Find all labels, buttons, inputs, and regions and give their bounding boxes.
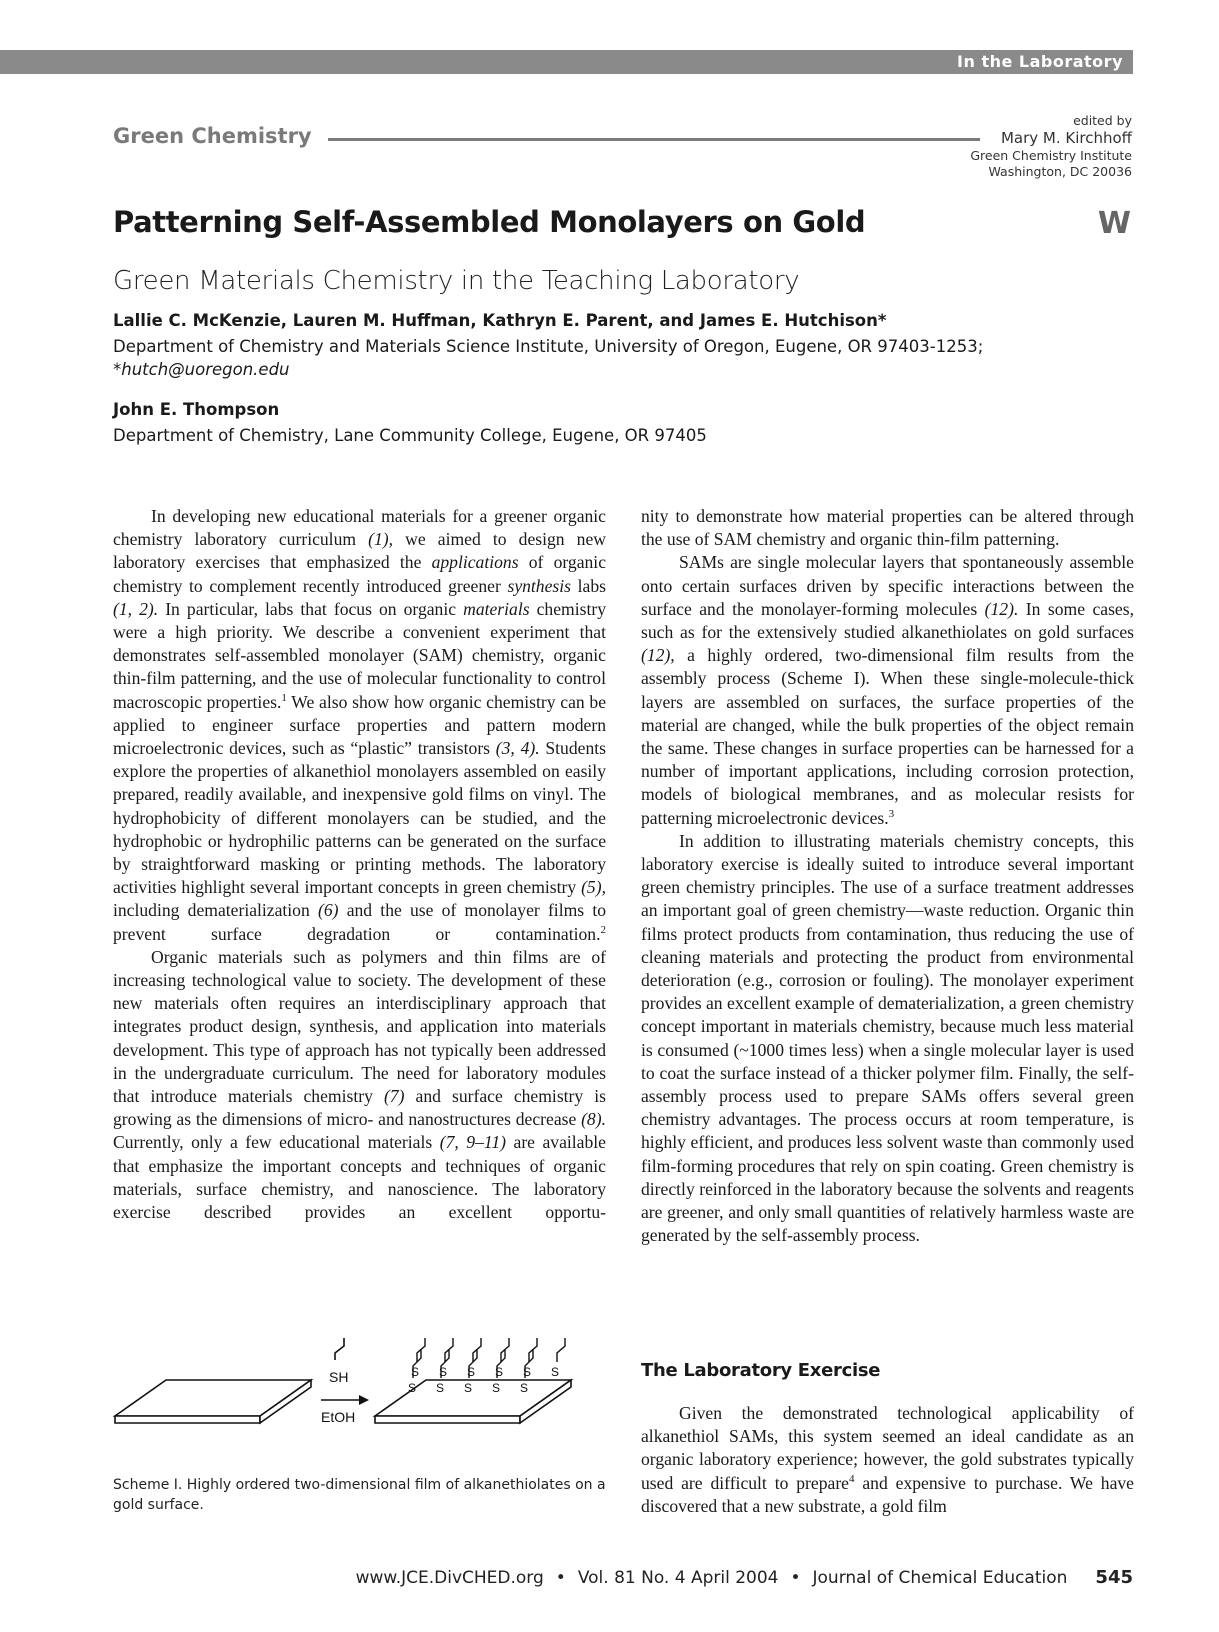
sulfur-atom-label: S xyxy=(492,1381,501,1395)
sulfur-atom-label: S xyxy=(520,1381,529,1395)
bare-gold-substrate xyxy=(115,1380,311,1423)
footer-url: www.JCE.DivCHED.org xyxy=(355,1568,544,1588)
section-title: Green Chemistry xyxy=(113,124,312,148)
footer-journal: Journal of Chemical Education xyxy=(812,1568,1068,1588)
article-title: Patterning Self-Assembled Monolayers on Gold xyxy=(113,205,866,239)
sulfur-atom-label: S xyxy=(439,1365,448,1379)
footer-issue: Vol. 81 No. 4 April 2004 xyxy=(577,1568,779,1588)
reaction-arrow xyxy=(321,1395,369,1405)
running-header-label: In the Laboratory xyxy=(957,52,1123,71)
sulfur-atom-label: S xyxy=(408,1381,417,1395)
reagent-sh-label: SH xyxy=(329,1369,349,1385)
paragraph: nity to demonstrate how material properties can be altered through the use of SAM chemistry and organic thin-film patterning. xyxy=(641,506,1134,550)
monolayer-chains xyxy=(413,1338,565,1378)
body-column-right-continued xyxy=(641,1402,1134,1518)
author-email: *hutch@uoregon.edu xyxy=(113,360,290,379)
running-header-bar xyxy=(0,50,1133,74)
paragraph: In developing new educational materials for a greener organic chemistry laboratory curriculum (1), we aimed to design new laboratory exercises that emphasized the applications of organic chemistry to complement recently introduced greener synthesis labs (1, 2). In particular, labs that focus on organic materials chemistry were a high priority. We describe a convenient experiment that demonstrates self-assembled monolayer (SAM) chemistry, organic thin-film patterning, and the use of molecular functionality to control macroscopic properties.$^1$ We also show how organic chemistry can be applied to engineer surface properties and pattern modern microelectronic devices, such as “plastic” transistors (3, 4). Students explore the properties of alkanethiol monolayers assembled on easily prepared, readily available, and inexpensive gold films on vinyl. The hydrophobicity of different monolayers can be studied, and the hydrophobic or hydrophilic patterns can be generated on the surface by straightforward masking or printing methods. The laboratory activities highlight several important concepts in green chemistry (5), including dematerialization (6) and the use of monolayer films to prevent surface degradation or contamination.$^2$ xyxy=(113,506,607,944)
section-heading: The Laboratory Exercise xyxy=(641,1360,881,1381)
body-column-right xyxy=(641,505,1134,1248)
paragraph: In addition to illustrating materials chemistry concepts, this laboratory exercise is ideally suited to introduce several important green chemistry principles. The use of a surface treatment addresses an important goal of green chemistry—waste reduction. Organic thin films protect products from contamination, thus reducing the use of cleaning materials and protecting the product from environmental deterioration (e.g., corrosion or fouling). The monolayer experiment provides an excellent example of dematerialization, a green chemistry concept important in materials chemistry, because much less material is consumed (~1000 times less) when a single molecular layer is used to coat the surface instead of a thicker polymer film. Finally, the self-assembly process used to prepare SAMs offers several green chemistry advantages. The process occurs at room temperature, is highly efficient, and produces less solvent waste than commonly used film-forming procedures that rely on spin coating. Green chemistry is directly reinforced in the laboratory because the solvents and reagents are greener, and only small quantities of relatively harmless waste are generated by the self-assembly process. xyxy=(641,830,1134,1246)
sulfur-atom-label: S xyxy=(467,1365,476,1379)
editor-location: Washington, DC 20036 xyxy=(988,164,1132,179)
editor-block xyxy=(970,113,1132,180)
scheme-diagram xyxy=(113,1336,613,1456)
scheme-caption: Scheme I. Highly ordered two-dimensional film of alkanethiolates on a gold surface. xyxy=(113,1477,606,1513)
authors-secondary: John E. Thompson xyxy=(113,400,280,419)
alkyl-chain xyxy=(557,1338,565,1362)
sulfur-atom-label: S xyxy=(411,1365,420,1379)
footer-separator: • xyxy=(790,1568,801,1588)
reagent-etoh-label: EtOH xyxy=(321,1409,356,1425)
page-footer xyxy=(0,1567,1133,1588)
sulfur-atom-label: S xyxy=(551,1365,560,1379)
sam-coated-substrate xyxy=(375,1380,571,1423)
editor-name: Mary M. Kirchhoff xyxy=(1000,129,1132,147)
page-number: 545 xyxy=(1095,1567,1133,1588)
affiliation-primary: Department of Chemistry and Materials Science Institute, University of Oregon, Eugene, OR 97403-1253; xyxy=(113,337,984,356)
sulfur-atom-label: S xyxy=(436,1381,445,1395)
sulfur-atom-label: S xyxy=(495,1365,504,1379)
article-subtitle: Green Materials Chemistry in the Teaching Laboratory xyxy=(113,266,800,296)
sulfur-atom-label: S xyxy=(464,1381,473,1395)
paragraph: SAMs are single molecular layers that spontaneously assemble onto certain surfaces driven by specific interactions between the surface and the monolayer-forming molecules (12). In some cases, such as for the extensively studied alkanethiolates on gold surfaces (12), a highly ordered, two-dimensional film results from the assembly process (Scheme I). When these single-molecule-thick layers are assembled on surfaces, the surface properties of the material are changed, while the bulk properties of the object remain the same. These changes in surface properties can be harnessed for a number of important applications, including corrosion protection, models of biological membranes, and as molecular resists for patterning microelectronic devices.$^3$ xyxy=(641,552,1134,828)
edited-by-label: edited by xyxy=(1073,113,1132,128)
affiliation-secondary: Department of Chemistry, Lane Community College, Eugene, OR 97405 xyxy=(113,426,707,445)
sulfur-atom-label: S xyxy=(523,1365,532,1379)
alkanethiol-molecule xyxy=(335,1338,344,1360)
editor-institute: Green Chemistry Institute xyxy=(970,148,1132,163)
footer-separator: • xyxy=(555,1568,566,1588)
body-column-left xyxy=(113,505,606,1224)
authors-primary: Lallie C. McKenzie, Lauren M. Huffman, Kathryn E. Parent, and James E. Hutchison* xyxy=(113,311,887,330)
section-rule xyxy=(328,138,980,141)
paragraph: Organic materials such as polymers and thin films are of increasing technological value to society. The development of these new materials often requires an interdisciplinary approach that integrates product design, synthesis, and application into materials development. This type of approach has not typically been addressed in the undergraduate curriculum. The need for laboratory modules that introduce materials chemistry (7) and surface chemistry is growing as the dimensions of micro- and nanostructures decrease (8). Currently, only a few educational materials (7, 9–11) are available that emphasize the important concepts and techniques of organic materials, surface chemistry, and nanoscience. The laboratory exercise described provides an excellent opportu- xyxy=(113,946,606,1223)
web-supplement-icon: W xyxy=(1097,206,1131,241)
paragraph: Given the demonstrated technological applicability of alkanethiol SAMs, this system seemed an ideal candidate as an organic laboratory experience; however, the gold substrates typically used are difficult to prepare$^4$ and expensive to purchase. We have discovered that a new substrate, a gold film xyxy=(641,1403,1134,1516)
